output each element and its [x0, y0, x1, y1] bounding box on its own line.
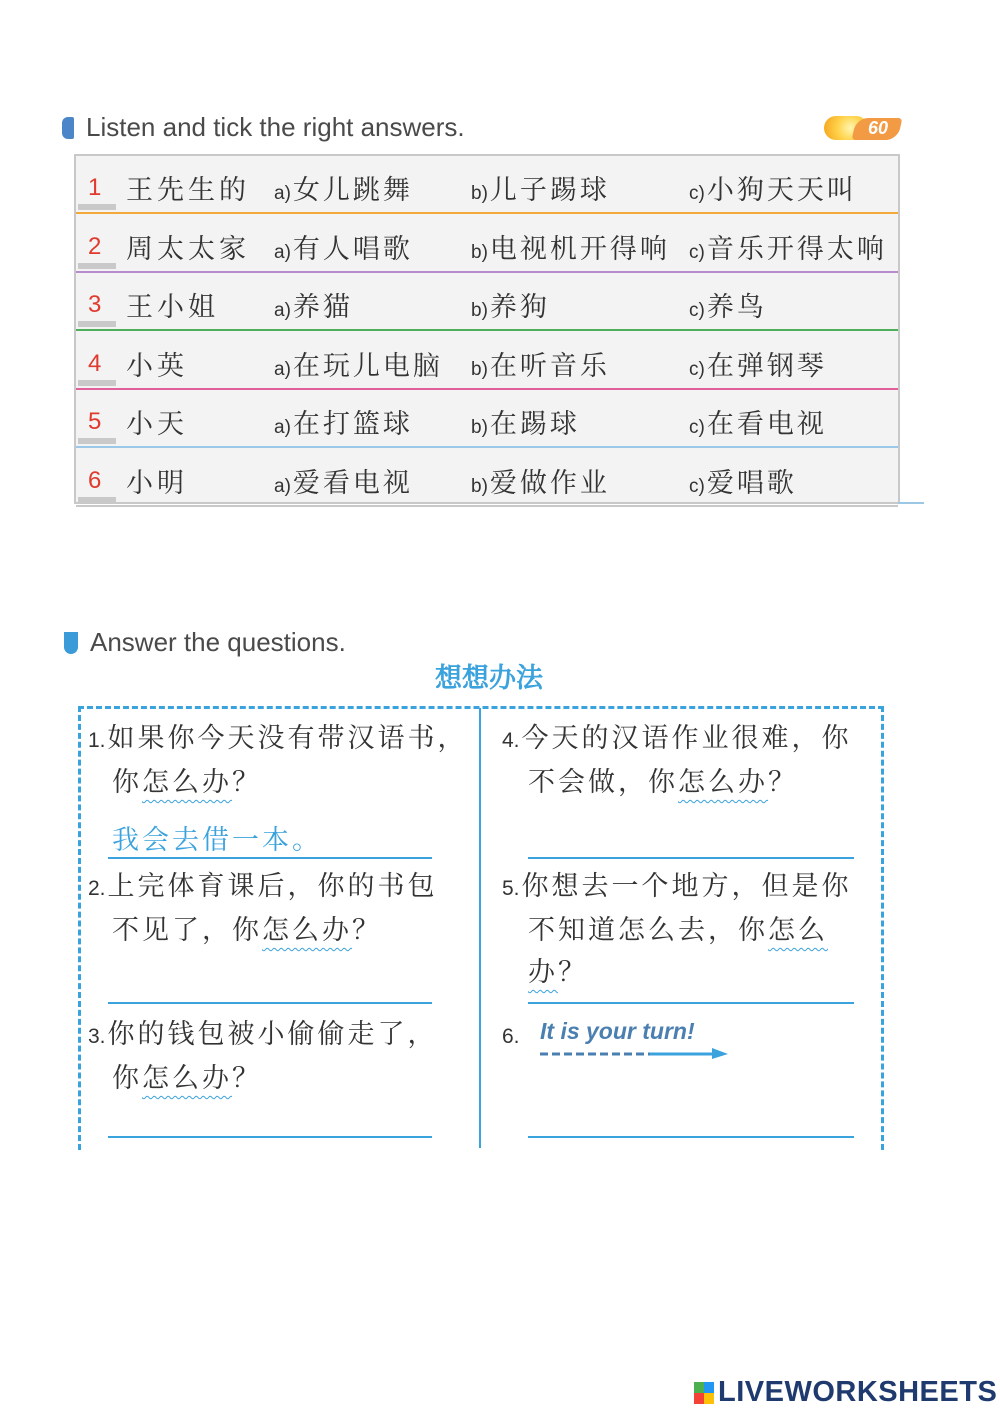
answer-3-line[interactable]	[108, 1136, 432, 1138]
liveworksheets-brand[interactable]	[694, 1376, 997, 1409]
column-divider	[479, 708, 481, 1148]
option-c[interactable]: c)音乐开得太响	[689, 233, 887, 265]
answer-row	[76, 449, 898, 507]
section2-header	[64, 627, 346, 658]
option-a[interactable]: a)爱看电视	[274, 467, 413, 499]
option-b[interactable]: b)养狗	[471, 292, 550, 323]
section2-subtitle: 想想办法	[435, 663, 543, 694]
answer-2-line[interactable]	[108, 1002, 432, 1004]
liveworksheets-logo-icon	[694, 1382, 714, 1404]
option-c[interactable]: c)在弹钢琴	[689, 350, 827, 382]
answer-1-line[interactable]	[108, 857, 432, 859]
row-number: 2	[88, 232, 102, 260]
listening-table	[74, 154, 900, 504]
answer-6-line[interactable]	[528, 1136, 854, 1138]
section2-instruction: Answer the questions.	[90, 627, 346, 657]
row-subject: 王小姐	[126, 292, 219, 323]
option-a[interactable]: a)养猫	[274, 292, 353, 323]
answer-4-line[interactable]	[528, 857, 854, 859]
page-tag	[824, 114, 904, 142]
answer-5-line[interactable]	[528, 1002, 854, 1004]
question-6: 6.	[502, 1025, 520, 1048]
row-number: 4	[88, 349, 102, 377]
row-subject: 小英	[126, 350, 188, 382]
section1-header	[62, 112, 465, 143]
row-subject: 小天	[126, 409, 188, 440]
option-b[interactable]: b)在踢球	[471, 409, 580, 440]
option-b[interactable]: b)儿子踢球	[471, 175, 610, 206]
option-a[interactable]: a)有人唱歌	[274, 233, 413, 265]
row-subject: 周太太家	[126, 233, 250, 265]
section1-badge	[62, 117, 74, 139]
answer-row	[76, 215, 898, 273]
row-number: 3	[88, 291, 102, 318]
question-2: 2.上完体育课后，你的书包 不见了，你怎么办？	[88, 871, 438, 946]
row-subject: 王先生的	[126, 175, 250, 206]
option-a[interactable]: a)在打篮球	[274, 409, 413, 440]
answer-row	[76, 332, 898, 390]
section2-badge	[64, 632, 78, 654]
answer-row	[76, 273, 898, 331]
question-4: 4.今天的汉语作业很难，你 不会做，你怎么办？	[502, 723, 852, 798]
answer-row	[76, 156, 898, 214]
option-a[interactable]: a)女儿跳舞	[274, 175, 413, 206]
question-5: 5.你想去一个地方，但是你 不知道怎么去，你怎么办？	[502, 871, 852, 988]
question-3: 3.你的钱包被小偷偷走了， 你怎么办？	[88, 1019, 438, 1094]
arrow-right-icon	[540, 1046, 730, 1060]
section1-instruction: Listen and tick the right answers.	[86, 112, 465, 142]
option-b[interactable]: b)在听音乐	[471, 350, 610, 382]
answer-1-text[interactable]: 我会去借一本。	[112, 825, 322, 856]
row-number: 5	[88, 408, 102, 435]
option-c[interactable]: c)小狗天天叫	[689, 175, 857, 206]
row-number: 6	[88, 466, 102, 494]
brand-name: LIVEWORKSHEETS	[718, 1376, 998, 1408]
option-c[interactable]: c)爱唱歌	[689, 467, 797, 499]
your-turn-prompt: It is your turn!	[540, 1018, 695, 1044]
row-number: 1	[88, 174, 102, 201]
option-b[interactable]: b)爱做作业	[471, 467, 610, 499]
option-c[interactable]: c)在看电视	[689, 409, 827, 440]
question-1: 1.如果你今天没有带汉语书， 你怎么办？	[88, 723, 468, 798]
option-c[interactable]: c)养鸟	[689, 292, 767, 323]
answer-row	[76, 390, 898, 448]
row-subject: 小明	[126, 467, 188, 499]
page-tag-number: 60	[868, 118, 889, 138]
row-rule	[76, 505, 898, 507]
option-a[interactable]: a)在玩儿电脑	[274, 350, 443, 382]
option-b[interactable]: b)电视机开得响	[471, 233, 670, 265]
